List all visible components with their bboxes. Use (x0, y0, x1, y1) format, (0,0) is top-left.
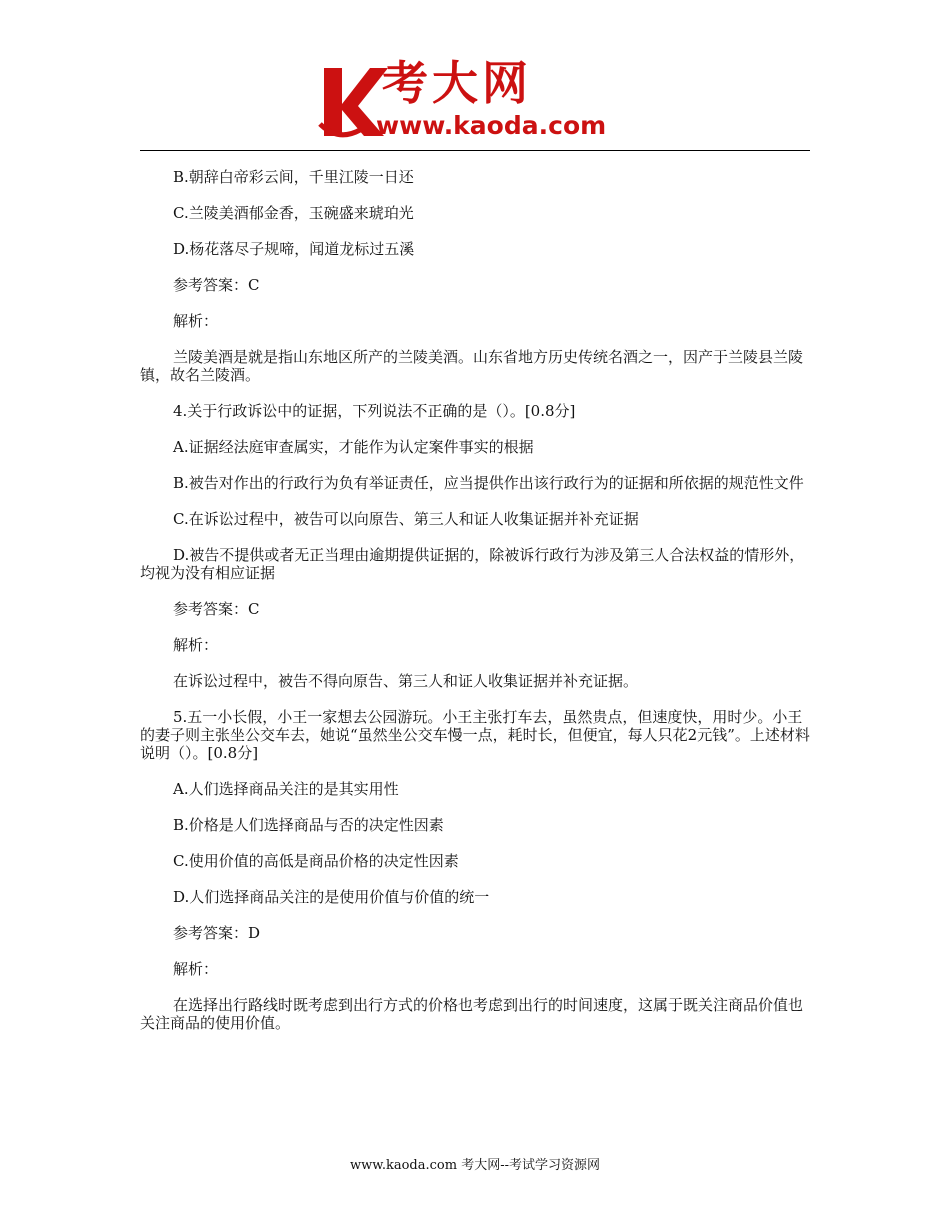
option-a: A.人们选择商品关注的是其实用性 (173, 780, 399, 798)
question-5: 5.五一小长假，小王一家想去公园游玩。小王主张打车去，虽然贵点，但速度快，用时少。小王的妻子则主张坐公交车去，她说“虽然坐公交车慢一点，耗时长，但便宜，每人只花2元钱”。上述材料说明（）。[0.8分] (140, 708, 810, 762)
option-c: C.在诉讼过程中，被告可以向原告、第三人和证人收集证据并补充证据 (173, 510, 639, 528)
option-a: A.证据经法庭审查属实，才能作为认定案件事实的根据 (173, 438, 534, 456)
analysis-label: 解析： (173, 636, 219, 654)
option-d: D.人们选择商品关注的是使用价值与价值的统一 (173, 888, 490, 906)
document-body (140, 168, 810, 1050)
site-logo (318, 58, 638, 142)
option-d: D.杨花落尽子规啼，闻道龙标过五溪 (173, 240, 415, 258)
option-b: B.价格是人们选择商品与否的决定性因素 (173, 816, 444, 834)
option-b: B.被告对作出的行政行为负有举证责任，应当提供作出该行政行为的证据和所依据的规范性文件 (173, 474, 804, 492)
analysis-label: 解析： (173, 312, 219, 330)
analysis-text: 在选择出行路线时既考虑到出行方式的价格也考虑到出行的时间速度，这属于既关注商品价值也关注商品的使用价值。 (140, 996, 804, 1032)
option-c: C.使用价值的高低是商品价格的决定性因素 (173, 852, 459, 870)
logo-chinese-text: 考大网 (382, 56, 532, 110)
question-4: 4.关于行政诉讼中的证据，下列说法不正确的是（）。[0.8分] (173, 402, 576, 420)
logo-url-text: www.kaoda.com (376, 111, 607, 140)
answer: 参考答案：C (173, 276, 260, 294)
header-divider (140, 150, 810, 151)
option-c: C.兰陵美酒郁金香，玉碗盛来琥珀光 (173, 204, 414, 222)
analysis-label: 解析： (173, 960, 219, 978)
page-footer: www.kaoda.com 考大网--考试学习资源网 (350, 1158, 600, 1173)
option-d: D.被告不提供或者无正当理由逾期提供证据的，除被诉行政行为涉及第三人合法权益的情形外，均视为没有相应证据 (140, 546, 805, 582)
option-b: B.朝辞白帝彩云间，千里江陵一日还 (173, 168, 414, 186)
analysis-text: 兰陵美酒是就是指山东地区所产的兰陵美酒。山东省地方历史传统名酒之一，因产于兰陵县兰陵镇，故名兰陵酒。 (140, 348, 804, 384)
answer: 参考答案：C (173, 600, 260, 618)
answer: 参考答案：D (173, 924, 261, 942)
analysis-text: 在诉讼过程中，被告不得向原告、第三人和证人收集证据并补充证据。 (173, 672, 639, 690)
